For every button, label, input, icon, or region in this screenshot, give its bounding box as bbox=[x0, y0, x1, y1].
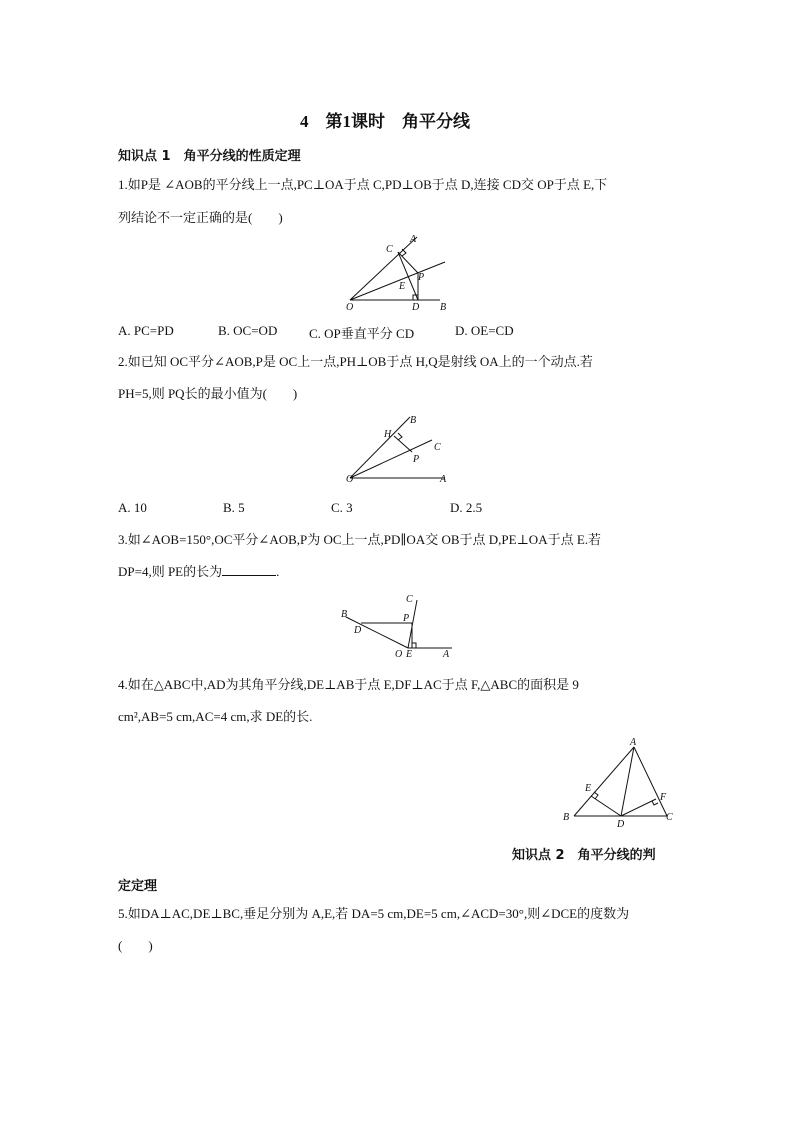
label-c: C bbox=[666, 812, 673, 823]
label-f: F bbox=[660, 792, 667, 803]
label-a: A bbox=[410, 234, 417, 245]
question-2-line-2: PH=5,则 PQ长的最小值为( ) bbox=[118, 386, 298, 401]
label-a: A bbox=[443, 649, 450, 660]
label-h: H bbox=[384, 429, 392, 440]
question-4-line-1: 4.如在△ABC中,AD为其角平分线,DE⊥AB于点 E,DF⊥AC于点 F,△ABC的面积是 9 bbox=[118, 677, 579, 692]
q2-option-a[interactable]: A. 10 bbox=[118, 500, 147, 515]
label-a: A bbox=[630, 737, 637, 748]
label-e: E bbox=[399, 281, 406, 292]
q1-option-c[interactable]: C. OP垂直平分 CD bbox=[309, 326, 415, 341]
question-5-line-1: 5.如DA⊥AC,DE⊥BC,垂足分别为 A,E,若 DA=5 cm,DE=5 cm,∠ACD=30°,则∠DCE的度数为 bbox=[118, 906, 630, 921]
section-heading-2-part-1: 知识点 2 角平分线的判 bbox=[512, 848, 656, 863]
label-p: P bbox=[418, 272, 425, 283]
label-b: B bbox=[440, 302, 447, 313]
question-3-end: . bbox=[276, 564, 280, 579]
side-ab bbox=[574, 747, 634, 816]
label-b: B bbox=[410, 415, 417, 426]
q1-option-d[interactable]: D. OE=CD bbox=[455, 323, 514, 338]
label-c: C bbox=[386, 244, 393, 255]
label-p: P bbox=[413, 454, 420, 465]
label-o: O bbox=[395, 649, 403, 660]
question-2-line-1: 2.如已知 OC平分∠AOB,P是 OC上一点,PH⊥OB于点 H,Q是射线 OA上的一个动点.若 bbox=[118, 354, 593, 369]
question-5-line-2: ( ) bbox=[118, 938, 153, 953]
question-3-text: DP=4,则 PE的长为 bbox=[118, 564, 223, 579]
q1-option-a[interactable]: A. PC=PD bbox=[118, 323, 174, 338]
side-ac bbox=[634, 747, 667, 816]
q1-option-b[interactable]: B. OC=OD bbox=[218, 323, 278, 338]
question-1-line-1: 1.如P是 ∠AOB的平分线上一点,PC⊥OA于点 C,PD⊥OB于点 D,连接 CD交 OP于点 E,下 bbox=[118, 177, 608, 192]
label-d: D bbox=[617, 819, 625, 830]
label-a: A bbox=[440, 474, 447, 485]
label-d: D bbox=[354, 625, 362, 636]
question-1-line-2: 列结论不一定正确的是( ) bbox=[118, 210, 283, 225]
right-angle-f bbox=[652, 801, 658, 805]
q2-option-c[interactable]: C. 3 bbox=[331, 500, 353, 515]
section-heading-1: 知识点 1 角平分线的性质定理 bbox=[118, 149, 301, 164]
label-o: O bbox=[346, 474, 354, 485]
bisector-ad bbox=[621, 747, 634, 816]
label-b: B bbox=[341, 609, 348, 620]
label-b: B bbox=[563, 812, 570, 823]
q2-option-d[interactable]: D. 2.5 bbox=[450, 500, 483, 515]
q2-option-b[interactable]: B. 5 bbox=[223, 500, 245, 515]
label-e: E bbox=[585, 783, 592, 794]
label-p: P bbox=[403, 613, 410, 624]
label-c: C bbox=[434, 442, 441, 453]
section-heading-2-part-2: 定定理 bbox=[118, 879, 158, 894]
page-title: 4 第1课时 角平分线 bbox=[300, 112, 470, 131]
label-d: D bbox=[412, 302, 420, 313]
label-o: O bbox=[346, 302, 354, 313]
label-e: E bbox=[406, 649, 413, 660]
segment-df bbox=[621, 799, 656, 816]
question-4-line-2: cm²,AB=5 cm,AC=4 cm,求 DE的长. bbox=[118, 709, 313, 724]
question-3-line-1: 3.如∠AOB=150°,OC平分∠AOB,P为 OC上一点,PD∥OA交 OB于点 D,PE⊥OA于点 E.若 bbox=[118, 532, 602, 547]
label-c: C bbox=[406, 594, 413, 605]
